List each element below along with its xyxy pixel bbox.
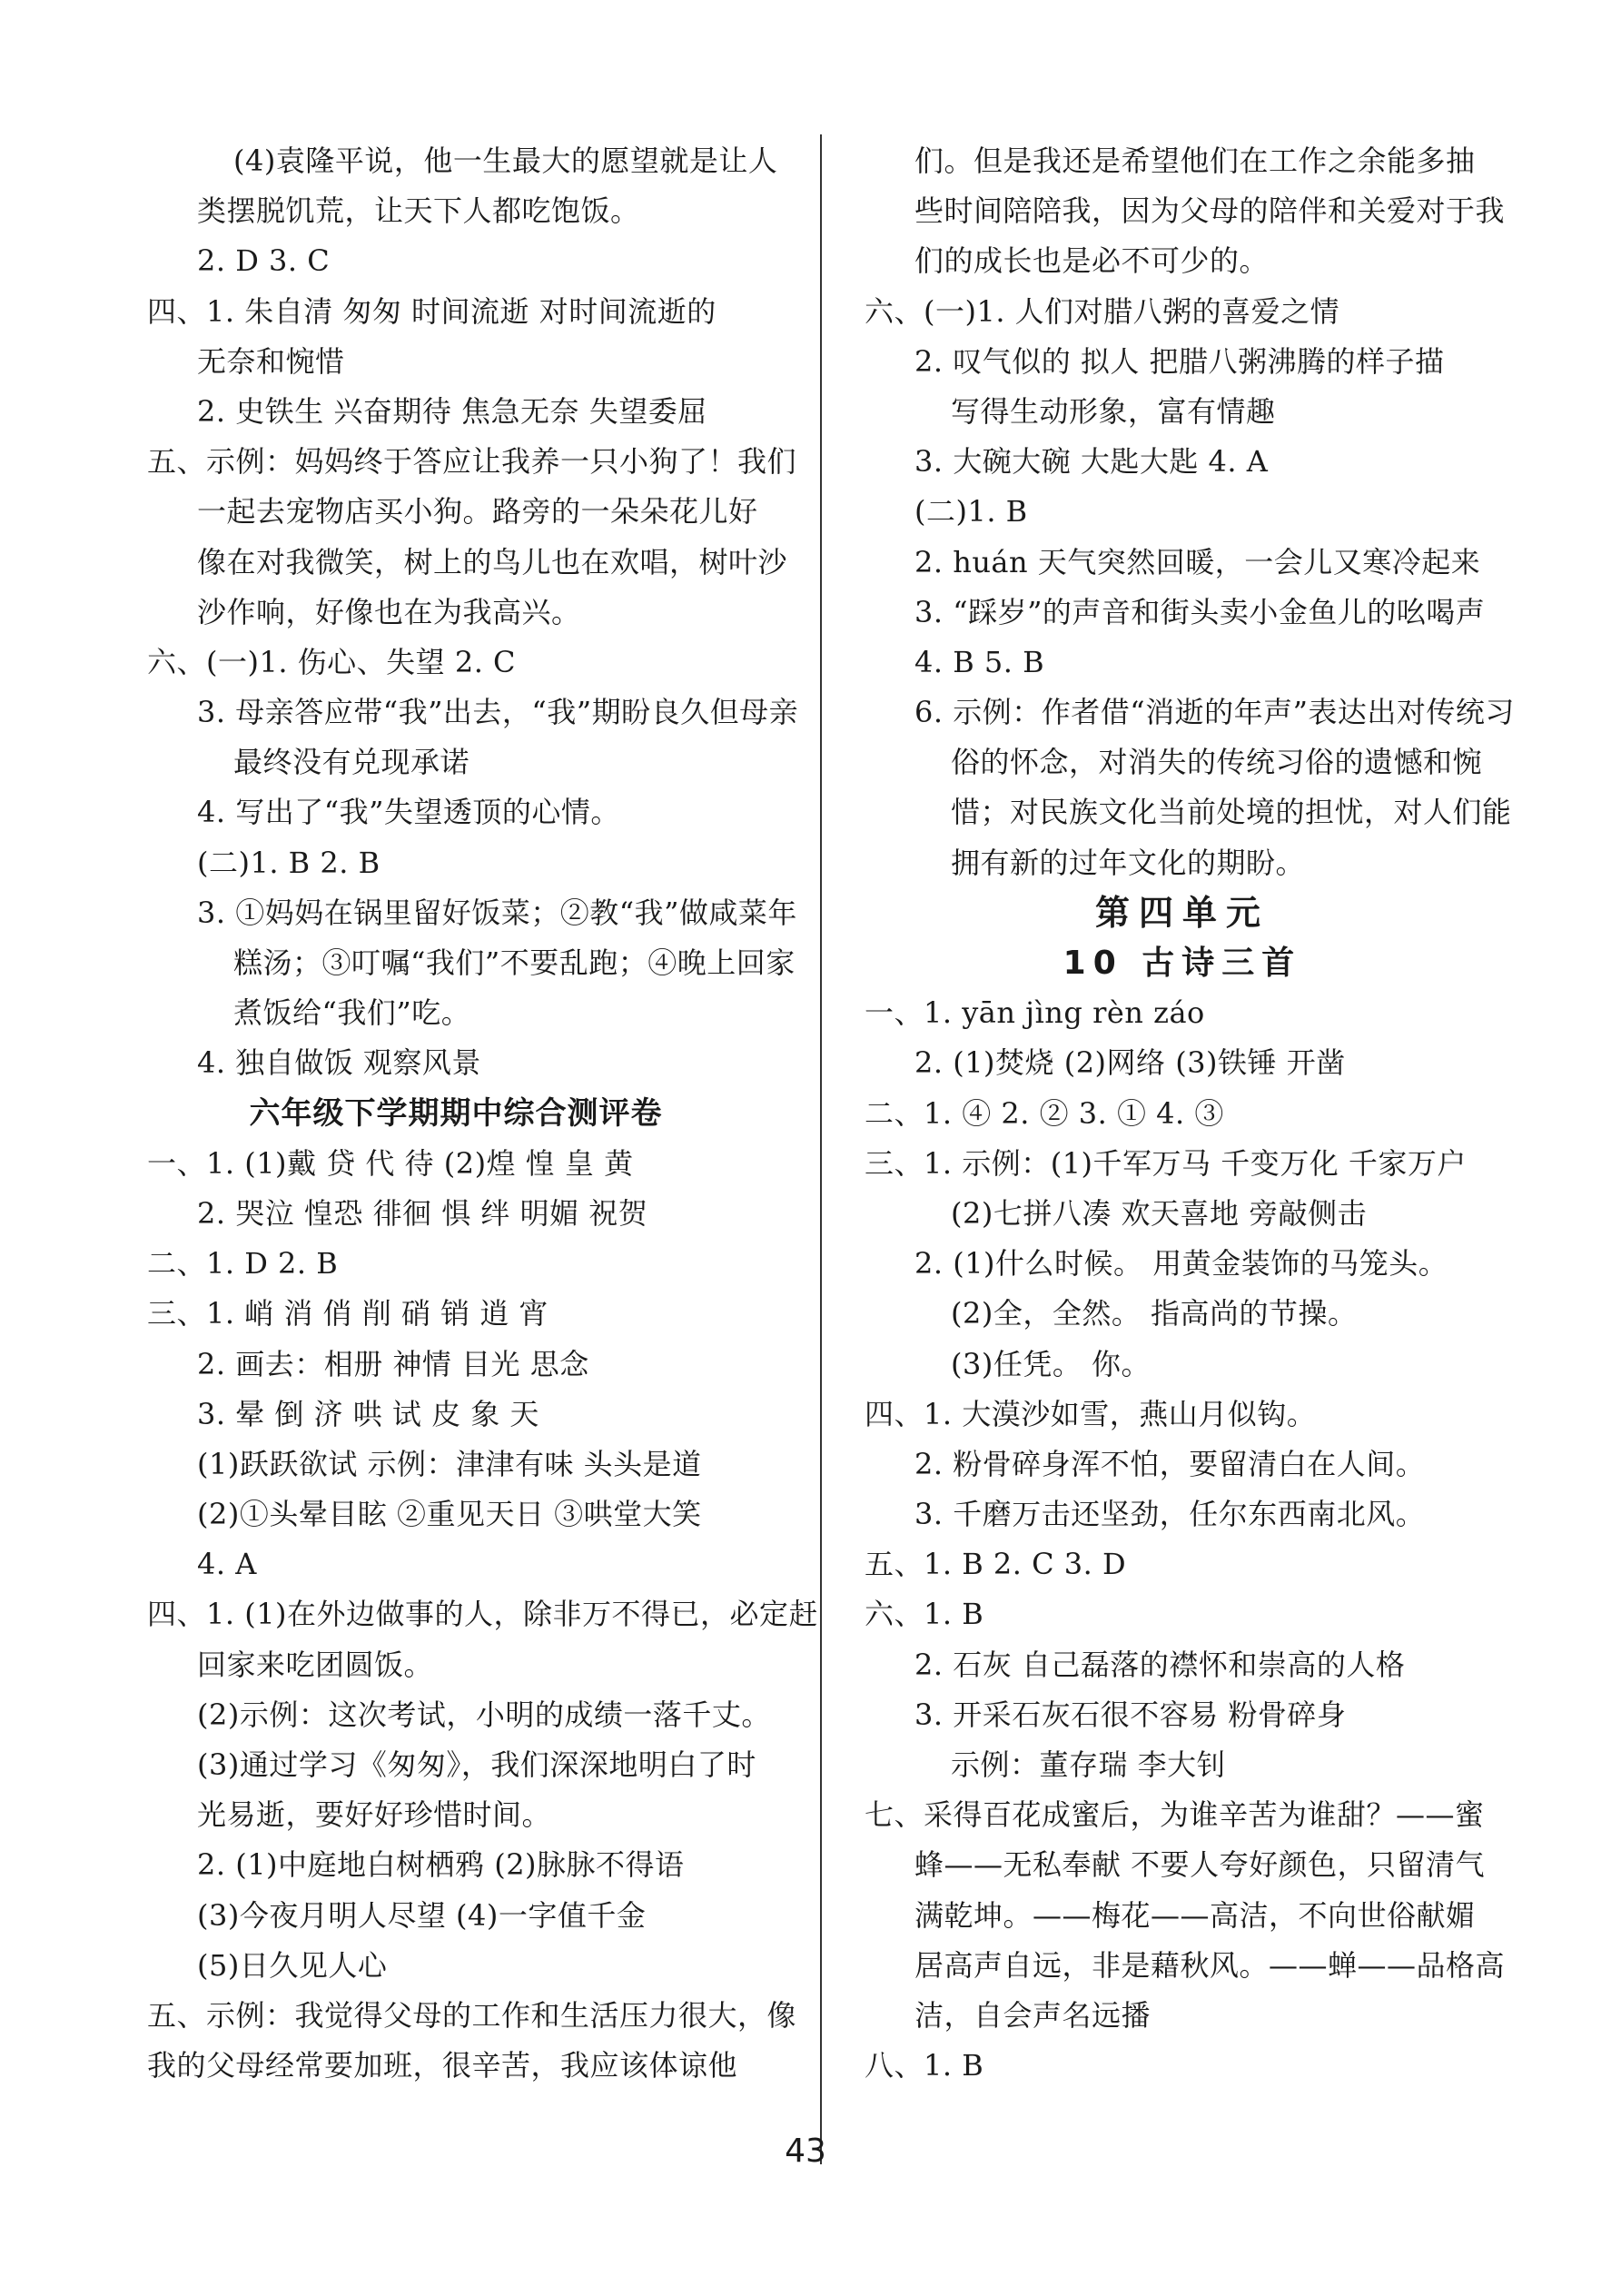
answer-line: 五、1. B 2. C 3. D: [865, 1547, 1127, 1582]
answer-line: 光易逝，要好好珍惜时间。: [197, 1797, 552, 1833]
answer-line: (5)日久见人心: [197, 1947, 388, 1983]
answer-line: (2)示例：这次考试，小明的成绩一落千丈。: [197, 1697, 771, 1732]
answer-line: 2. huán 天气突然回暖，一会儿又寒冷起来: [914, 544, 1481, 579]
answer-line: 3. 晕 倒 济 哄 试 皮 象 天: [197, 1396, 539, 1431]
exam-heading: 六年级下学期期中综合测评卷: [249, 1094, 663, 1132]
answer-line: (二)1. B 2. B: [197, 845, 381, 880]
answer-line: 2. 石灰 自己磊落的襟怀和崇高的人格: [914, 1647, 1406, 1682]
answer-line: 俗的怀念，对消失的传统习俗的遗憾和惋: [951, 745, 1483, 780]
answer-line: 4. 写出了“我”失望透顶的心情。: [197, 795, 620, 830]
answer-line: 些时间陪陪我，因为父母的陪伴和关爱对于我: [914, 193, 1506, 229]
answer-line: 2. 叹气似的 拟人 把腊八粥沸腾的样子描: [914, 343, 1445, 379]
answer-line: 我的父母经常要加班，很辛苦，我应该体谅他: [147, 2048, 738, 2083]
answer-line: 六、(一)1. 伤心、失望 2. C: [147, 644, 517, 679]
answer-line: 2. (1)焚烧 (2)网络 (3)铁锤 开凿: [914, 1045, 1346, 1081]
answer-line: 2. 哭泣 惶恐 徘徊 惧 绊 明媚 祝贺: [197, 1195, 648, 1231]
answer-line: 一起去宠物店买小狗。路旁的一朵朵花儿好: [197, 494, 758, 529]
answer-line: 满乾坤。——梅花——高洁，不向世俗献媚: [914, 1897, 1476, 1933]
answer-line: 二、1. ④ 2. ② 3. ① 4. ③: [865, 1095, 1224, 1131]
answer-line: 2. (1)中庭地白树栖鸦 (2)脉脉不得语: [197, 1847, 685, 1883]
answer-line: (2)①头晕目眩 ②重见天日 ③哄堂大笑: [197, 1497, 702, 1532]
unit-heading: 第四单元: [1094, 892, 1270, 933]
answer-line: 煮饭给“我们”吃。: [233, 995, 471, 1031]
answer-line: 4. B 5. B: [914, 644, 1045, 679]
answer-line: 三、1. 峭 消 俏 削 硝 销 逍 宵: [147, 1296, 549, 1331]
answer-line: 2. D 3. C: [197, 243, 331, 279]
answer-line: 蜂——无私奉献 不要人夸好颜色，只留清气: [914, 1847, 1486, 1883]
answer-line: 回家来吃团圆饭。: [197, 1647, 434, 1682]
answer-line: 3. 母亲答应带“我”出去，“我”期盼良久但母亲: [197, 695, 799, 730]
answer-line: 无奈和惋惜: [197, 343, 345, 379]
answer-line: 们。但是我还是希望他们在工作之余能多抽: [914, 144, 1476, 178]
answer-line: 写得生动形象，富有情趣: [951, 393, 1276, 429]
answer-line: 最终没有兑现承诺: [233, 745, 470, 780]
left-column: [147, 136, 819, 2091]
answer-line: (2)全，全然。 指高尚的节操。: [951, 1296, 1358, 1331]
answer-line: 惜；对民族文化当前处境的担忧，对人们能: [951, 795, 1512, 830]
answer-line: 3. 千磨万击还坚劲，任尔东西南北风。: [914, 1497, 1426, 1532]
answer-line: (3)今夜月明人尽望 (4)一字值千金: [197, 1897, 647, 1933]
answer-line: 2. 粉骨碎身浑不怕，要留清白在人间。: [914, 1446, 1426, 1481]
answer-line: 一、1. (1)戴 贷 代 待 (2)煌 惶 皇 黄: [147, 1145, 634, 1181]
answer-line: 示例：董存瑞 李大钊: [951, 1747, 1227, 1782]
answer-line: 一、1. yān jìng rèn záo: [865, 995, 1205, 1031]
answer-line: 2. (1)什么时候。 用黄金装饰的马笼头。: [914, 1246, 1448, 1282]
answer-line: 3. 大碗大碗 大匙大匙 4. A: [914, 444, 1269, 480]
column-divider: [820, 134, 822, 2164]
answer-line: 四、1. 朱自清 匆匆 时间流逝 对时间流逝的: [147, 293, 717, 329]
answer-line: 2. 史铁生 兴奋期待 焦急无奈 失望委屈: [197, 393, 707, 429]
answer-line: 三、1. 示例：(1)千军万马 千变万化 千家万户: [865, 1145, 1467, 1181]
answer-line: 拥有新的过年文化的期盼。: [951, 845, 1306, 880]
lesson-heading: 10 古诗三首: [1062, 945, 1302, 982]
page-number: 43: [785, 2133, 826, 2170]
answer-line: 像在对我微笑，树上的鸟儿也在欢唱，树叶沙: [197, 544, 788, 579]
answer-line: 四、1. 大漠沙如雪，燕山月似钩。: [865, 1396, 1317, 1431]
answer-line: 6. 示例：作者借“消逝的年声”表达出对传统习: [914, 695, 1515, 730]
answer-line: 3. 开采石灰石很不容易 粉骨碎身: [914, 1697, 1347, 1732]
answer-line: 3. ①妈妈在锅里留好饭菜；②教“我”做咸菜年: [197, 895, 797, 930]
answer-line: 4. 独自做饭 观察风景: [197, 1045, 481, 1081]
answer-line: 四、1. (1)在外边做事的人，除非万不得已，必定赶: [147, 1597, 819, 1632]
answer-line: 3. “踩岁”的声音和街头卖小金鱼儿的吆喝声: [914, 594, 1486, 629]
answer-line: 们的成长也是必不可少的。: [914, 243, 1270, 279]
answer-line: (3)任凭。 你。: [951, 1346, 1151, 1381]
answer-line: (4)袁隆平说，他一生最大的愿望就是让人: [233, 144, 778, 178]
answer-line: 六、(一)1. 人们对腊八粥的喜爱之情: [865, 293, 1340, 329]
answer-line: 五、示例：我觉得父母的工作和生活压力很大，像: [147, 1997, 797, 2033]
answer-line: 沙作响，好像也在为我高兴。: [197, 594, 581, 629]
answer-line: 六、1. B: [865, 1597, 984, 1632]
answer-line: 二、1. D 2. B: [147, 1246, 339, 1282]
answer-line: 居高声自远，非是藉秋风。——蝉——品格高: [914, 1947, 1506, 1983]
answer-line: (2)七拼八凑 欢天喜地 旁敲侧击: [951, 1195, 1368, 1231]
right-column: [865, 136, 1515, 2091]
answer-line: 八、1. B: [865, 2048, 984, 2083]
answer-line: (1)跃跃欲试 示例：津津有味 头头是道: [197, 1446, 702, 1481]
answer-line: (3)通过学习《匆匆》，我们深深地明白了时: [197, 1747, 756, 1782]
answer-line: 五、示例：妈妈终于答应让我养一只小狗了！我们: [147, 444, 797, 480]
answer-line: 洁，自会声名远播: [914, 1997, 1151, 2033]
answer-line: 类摆脱饥荒，让天下人都吃饱饭。: [197, 193, 640, 229]
answer-line: (二)1. B: [914, 494, 1028, 529]
answer-line: 七、采得百花成蜜后，为谁辛苦为谁甜？——蜜: [865, 1797, 1485, 1833]
answer-line: 4. A: [197, 1547, 257, 1582]
answer-line: 2. 画去：相册 神情 目光 思念: [197, 1346, 589, 1381]
answer-line: 糕汤；③叮嘱“我们”不要乱跑；④晚上回家: [233, 945, 796, 980]
